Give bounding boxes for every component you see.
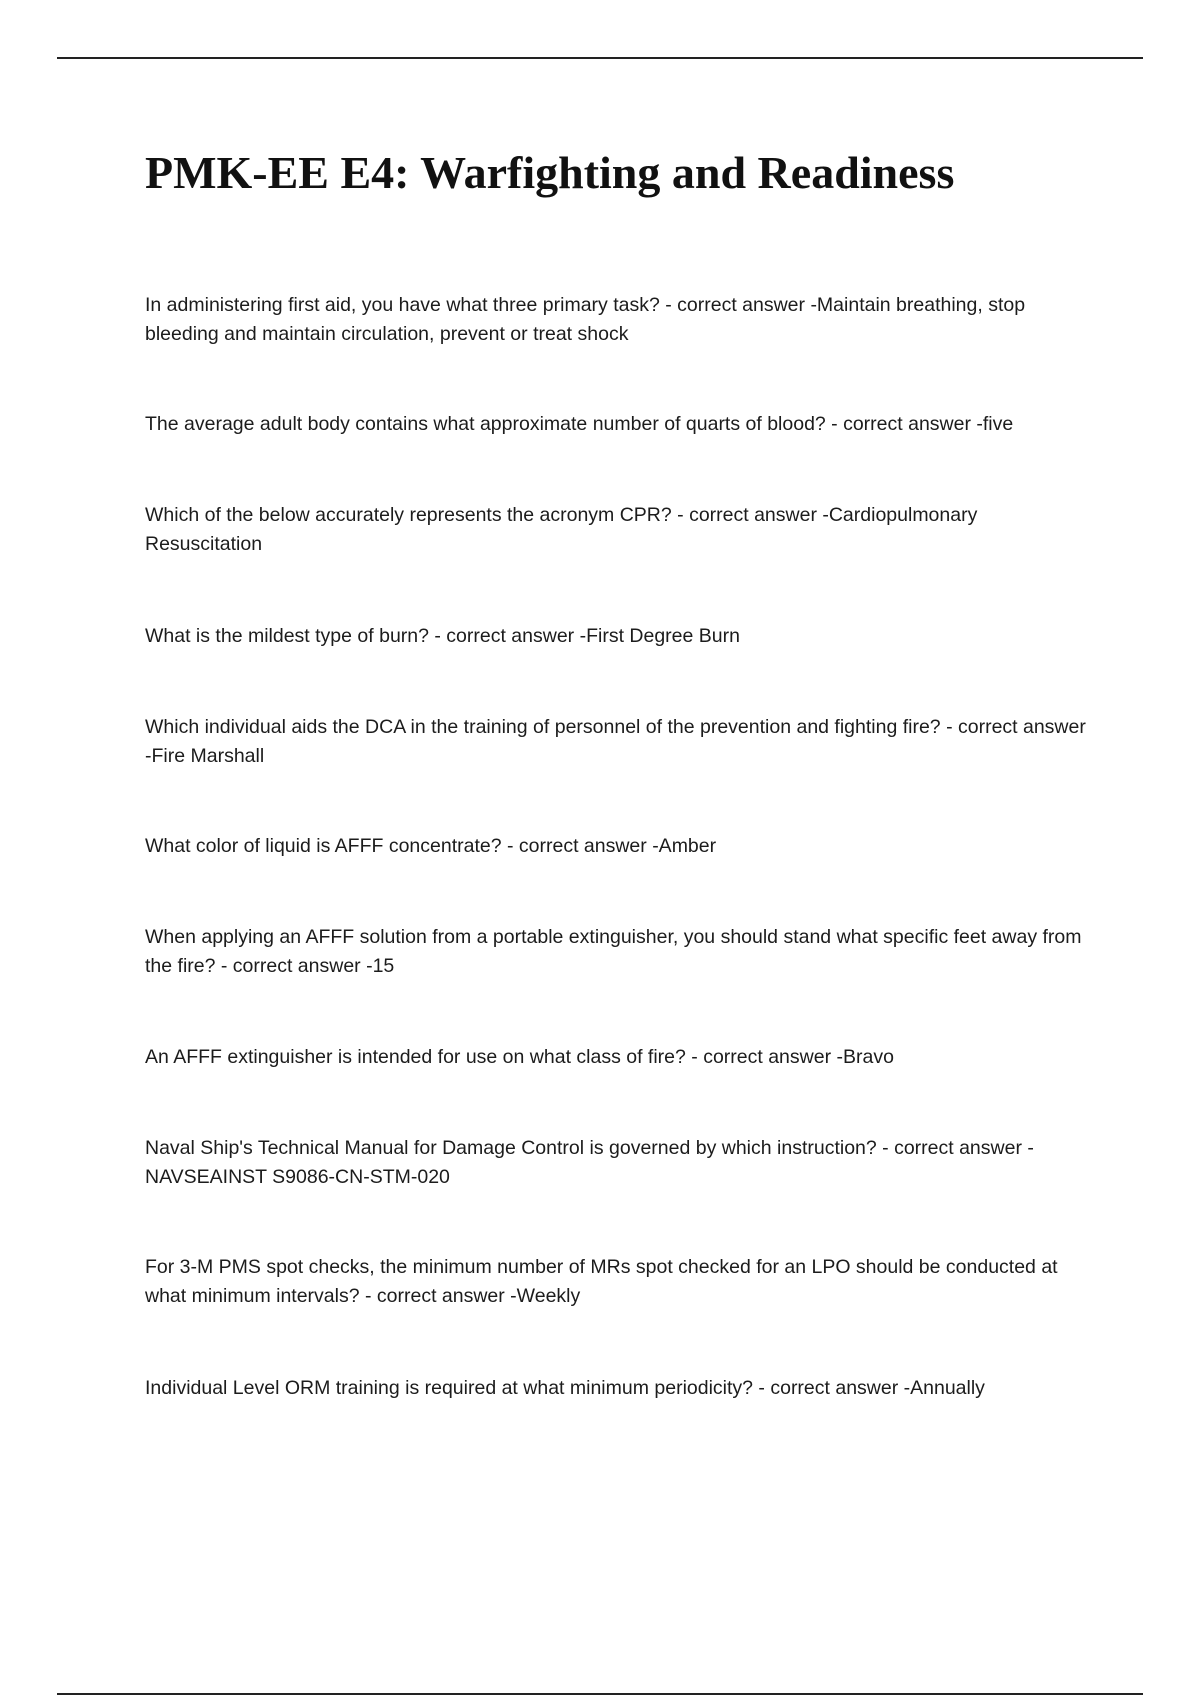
bottom-rule [57,1693,1143,1695]
qa-item-damage-control: Naval Ship's Technical Manual for Damage Control is governed by which instruction? - correct answer -NAVSEAINST S9086-CN-STM-020 [145,1137,1034,1188]
qa-item-burn: What is the mildest type of burn? - correct answer -First Degree Burn [145,625,740,647]
qa-item-fire-marshall: Which individual aids the DCA in the training of personnel of the prevention and fighting fire? - correct answer -Fire Marshall [145,716,1086,767]
document-title: PMK-EE E4: Warfighting and Readiness [145,147,955,198]
qa-item-afff-class: An AFFF extinguisher is intended for use on what class of fire? - correct answer -Bravo [145,1046,894,1068]
qa-item-pms-spot-checks: For 3-M PMS spot checks, the minimum number of MRs spot checked for an LPO should be conducted at what minimum intervals? - correct answer -Weekly [145,1256,1058,1307]
qa-item-afff-color: What color of liquid is AFFF concentrate? - correct answer -Amber [145,835,717,857]
top-rule [57,57,1143,59]
qa-item-orm-training: Individual Level ORM training is required at what minimum periodicity? - correct answer -Annually [145,1377,985,1399]
qa-item-first-aid: In administering first aid, you have what three primary task? - correct answer -Maintain breathing, stop bleeding and maintain circulation, prevent or treat shock [145,294,1026,345]
qa-item-afff-distance: When applying an AFFF solution from a portable extinguisher, you should stand what specific feet away from the fire? - correct answer -15 [145,926,1082,977]
qa-item-blood-quarts: The average adult body contains what approximate number of quarts of blood? - correct answer -five [145,413,1014,435]
qa-item-cpr: Which of the below accurately represents the acronym CPR? - correct answer -Cardiopulmonary Resuscitation [145,504,978,555]
